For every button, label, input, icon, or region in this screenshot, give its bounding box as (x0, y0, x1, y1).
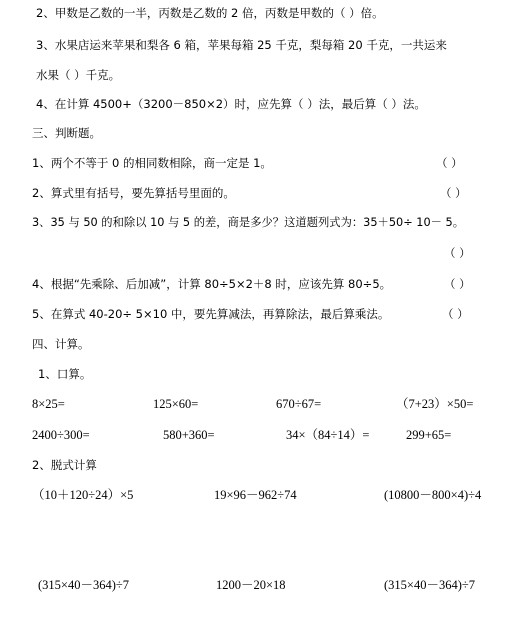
detach-problem: (315×40－364)÷7 (38, 578, 129, 592)
judge-item-1: 1、两个不等于 0 的相同数相除，商一定是 1。 (32, 156, 272, 170)
judge-item-3-blank[interactable]: （ ） (444, 246, 471, 260)
fill-question-3-line-2: 水果（ ）千克。 (36, 68, 121, 82)
judge-item-3: 3、35 与 50 的和除以 10 与 5 的差，商是多少？这道题列式为：35＋50÷ 10－ 5。 (32, 216, 465, 229)
detach-calc-heading: 2、脱式计算 (32, 458, 97, 472)
judge-item-2: 2、算式里有括号，要先算括号里面的。 (32, 186, 235, 200)
judge-item-5: 5、在算式 40-20÷ 5×10 中，要先算减法，再算除法，最后算乘法。 (32, 307, 390, 321)
oral-problem: 125×60= (153, 397, 199, 411)
fill-question-3-line-1: 3、水果店运来苹果和梨各 6 箱，苹果每箱 25 千克，梨每箱 20 千克，一共运来 (36, 38, 447, 52)
fill-question-2: 2、甲数是乙数的一半，丙数是乙数的 2 倍，丙数是甲数的（ ）倍。 (36, 6, 384, 20)
oral-calc-heading: 1、口算。 (38, 367, 92, 381)
oral-problem: 8×25= (32, 397, 65, 411)
judge-item-4-blank[interactable]: （ ） (444, 277, 471, 291)
judge-section-heading: 三、判断题。 (32, 126, 101, 140)
judge-item-5-blank[interactable]: （ ） (442, 307, 469, 321)
oral-problem: 580+360= (163, 428, 215, 442)
judge-item-1-blank[interactable]: （ ） (436, 156, 463, 170)
oral-problem: 34×（84÷14）= (286, 428, 370, 442)
calc-section-heading: 四、计算。 (32, 337, 90, 351)
oral-problem: 299+65= (406, 428, 452, 442)
detach-problem: (10800－800×4)÷4 (384, 488, 482, 502)
oral-problem: （7+23）×50= (396, 397, 474, 411)
detach-problem: （10＋120÷24）×5 (32, 488, 134, 502)
detach-problem: (315×40－364)÷7 (384, 578, 475, 592)
oral-problem: 2400÷300= (32, 428, 90, 442)
judge-item-2-blank[interactable]: （ ） (440, 186, 467, 200)
detach-problem: 1200－20×18 (216, 578, 286, 592)
oral-problem: 670÷67= (276, 397, 322, 411)
detach-problem: 19×96－962÷74 (214, 488, 297, 502)
fill-question-4: 4、在计算 4500+（3200－850×2）时，应先算（ ）法，最后算（ ）法。 (36, 97, 426, 111)
judge-item-4: 4、根据“先乘除、后加减”，计算 80÷5×2＋8 时，应该先算 80÷5。 (32, 277, 392, 291)
